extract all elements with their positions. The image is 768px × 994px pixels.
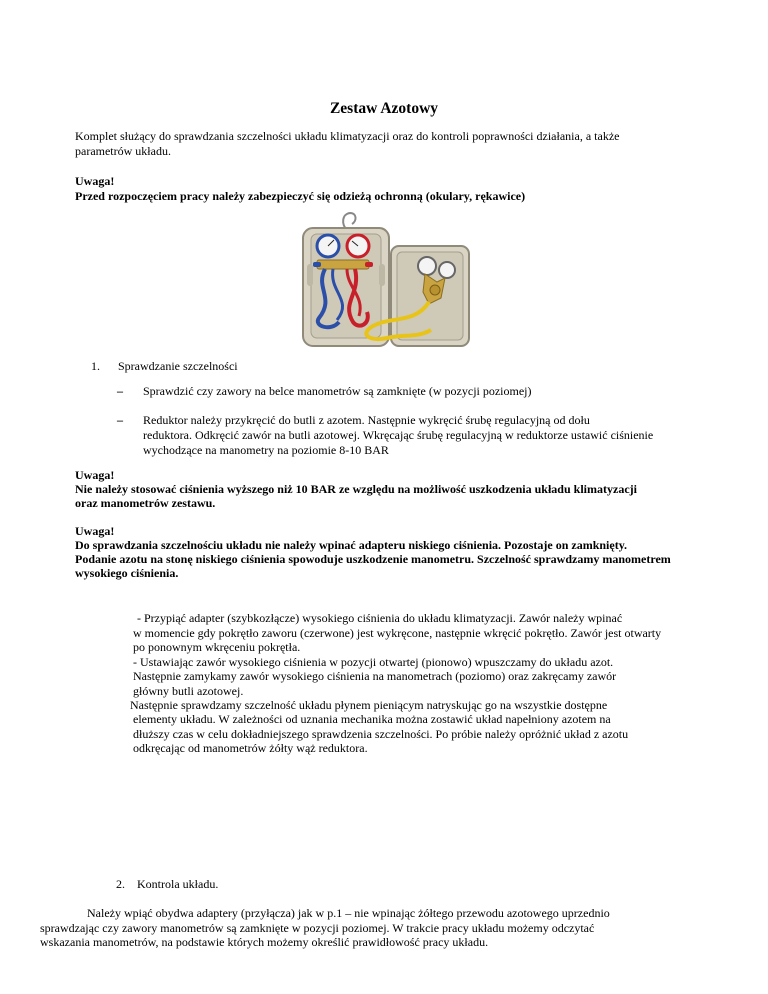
section1-bullet2-line1: Reduktor należy przykręcić do butli z azotem. Następnie wykręcić śrubę regulacyjną od dołu [143,413,590,427]
intro-line-2: parametrów układu. [75,144,171,158]
intro-line-1: Komplet służący do sprawdzania szczelności układu klimatyzacji oraz do kontroli poprawności działania, a także [75,129,620,143]
step-line-6: główny butli azotowej. [133,684,244,698]
warning2-heading: Uwaga! [75,468,115,482]
section2-title: Kontrola układu. [137,877,219,891]
warning1-heading: Uwaga! [75,174,115,188]
step-line-7: Następnie sprawdzamy szczelność układu płynem pieniącym natryskując go na wszystkie dostępne [130,698,608,712]
section1-number: 1. [91,359,100,373]
warning2-line2: oraz manometrów zestawu. [75,496,216,510]
section2-line1: Należy wpiąć obydwa adaptery (przyłącza) jak w p.1 – nie wpinając żółtego przewodu azotowego uprzednio [87,906,610,920]
step-line-10: odkręcając od manometrów żółty wąż reduktora. [133,741,368,755]
step-line-9: dłuższy czas w celu dokładniejszego sprawdzenia szczelności. Po próbie należy opróżnić układ z azotu [133,727,629,741]
warning3-line1: Do sprawdzania szczelnościu układu nie należy wpinać adapteru niskiego ciśnienia. Pozostaje on zamknięty. [75,538,628,552]
warning3-line2: Podanie azotu na stonę niskiego ciśnienia spowoduje uszkodzenie manometru. Szczelność sprawdzamy manometrem [75,552,671,566]
step-line-1: - Przypiąć adapter (szybkozłącze) wysokiego ciśnienia do układu klimatyzacji. Zawór należy wpinać [137,611,623,625]
step-line-5: Następnie zamykamy zawór wysokiego ciśnienia na manometrach (poziomo) oraz zakręcamy zawór [133,669,617,683]
step-line-8: elementy układu. W zależności od uznania mechanika można zostawić układ napełniony azotem na [133,712,611,726]
section1-bullet2-line2: reduktora. Odkręcić zawór na butli azotowej. Wkręcając śrubę regulacyjną w reduktorze ustawić ciśnienie [143,428,654,442]
warning3-heading: Uwaga! [75,524,115,538]
step-line-4: - Ustawiając zawór wysokiego ciśnienia w pozycji otwartej (pionowo) wpuszczamy do układu azot. [133,655,614,669]
manifold-bar [317,260,369,269]
reducer-gauge-1 [418,257,436,275]
reducer-gauge-2 [439,262,455,278]
warning2-line1: Nie należy stosować ciśnienia wyższego niż 10 BAR ze względu na możliwość uszkodzenia układu klimatyzacji [75,482,637,496]
warning3-line3: wysokiego ciśnienia. [75,566,179,580]
bullet-dash-2: – [117,413,123,427]
section1-title: Sprawdzanie szczelności [118,359,238,373]
document-title: Zestaw Azotowy [329,100,439,117]
step-line-2: w momencie gdy pokrętło zaworu (czerwone) jest wykręcone, następnie wkręcić pokrętło. Zawór jest otwarty [133,626,662,640]
section1-bullet1: Sprawdzić czy zawory na belce manometrów są zamknięte (w pozycji poziomej) [143,384,532,398]
section2-line2: sprawdzając czy zawory manometrów są zamknięte w pozycji poziomej. W trakcie pracy układu możemy odczytać [40,921,595,935]
step-line-3: po ponownym wkręceniu pokrętła. [133,640,301,654]
section2-line3: wskazania manometrów, na podstawie których możemy określić prawidłowość pracy układu. [40,935,489,949]
section2-number: 2. [116,877,125,891]
section1-bullet2-line3: wychodzące na manometry na poziomie 8-10 BAR [143,443,389,457]
manifold-kit-image [295,208,473,348]
warning1-text: Przed rozpoczęciem pracy należy zabezpieczyć się odzieżą ochronną (okulary, rękawice) [75,189,526,203]
bullet-dash-1: – [117,384,123,398]
